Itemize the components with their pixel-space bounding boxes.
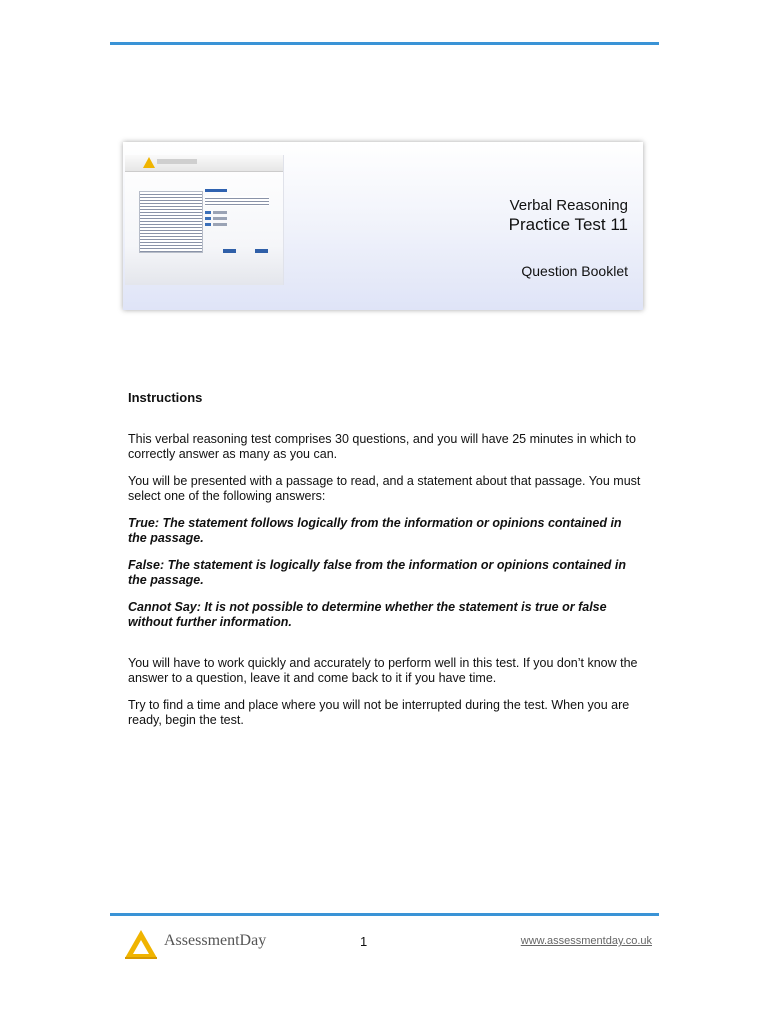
instructions-heading: Instructions: [128, 390, 203, 405]
thumbnail-option-label: [213, 223, 227, 226]
banner-subject: Verbal Reasoning: [509, 197, 628, 214]
test-screenshot-thumbnail: [125, 155, 284, 285]
thumbnail-question-text: [205, 196, 269, 206]
answer-option-cannot-say: Cannot Say: It is not possible to determine whether the statement is true or false without further information.: [128, 599, 607, 629]
instructions-paragraph: You will have to work quickly and accurately to perform well in this test. If you don’t know the answer to a question, leave it and come back to it if you have time.: [128, 655, 638, 685]
instructions-paragraph: Try to find a time and place where you will not be interrupted during the test. When you are ready, begin the test.: [128, 697, 630, 727]
banner-test-title: Practice Test 11: [508, 215, 628, 234]
cover-banner: [123, 142, 643, 310]
thumbnail-next-button: [255, 249, 268, 253]
footer-rule: [110, 913, 659, 916]
thumbnail-question-title: [205, 189, 227, 192]
banner-booklet-label: Question Booklet: [521, 263, 628, 279]
thumbnail-option-label: [213, 211, 227, 214]
instructions-paragraph: This verbal reasoning test comprises 30 questions, and you will have 25 minutes in which to correctly answer as many as you can.: [128, 431, 636, 461]
thumbnail-logo-text: [157, 159, 197, 164]
thumbnail-option-marker: [205, 223, 211, 226]
answer-option-true: True: The statement follows logically from the information or opinions contained in the passage.: [128, 515, 622, 545]
thumbnail-logo-icon: [143, 157, 155, 168]
thumbnail-option-marker: [205, 211, 211, 214]
instructions-paragraph: You will be presented with a passage to read, and a statement about that passage. You must select one of the following answers:: [128, 473, 641, 503]
header-rule: [110, 42, 659, 45]
website-link[interactable]: www.assessmentday.co.uk: [520, 935, 652, 947]
answer-option-false: False: The statement is logically false from the information or opinions contained in the passage.: [128, 557, 626, 587]
thumbnail-option-label: [213, 217, 227, 220]
thumbnail-passage: [139, 191, 203, 253]
page-number: 1: [360, 934, 368, 949]
thumbnail-prev-button: [223, 249, 236, 253]
footer-brand-name: AssessmentDay: [164, 932, 267, 949]
assessmentday-logo-icon: [123, 928, 159, 960]
thumbnail-option-marker: [205, 217, 211, 220]
